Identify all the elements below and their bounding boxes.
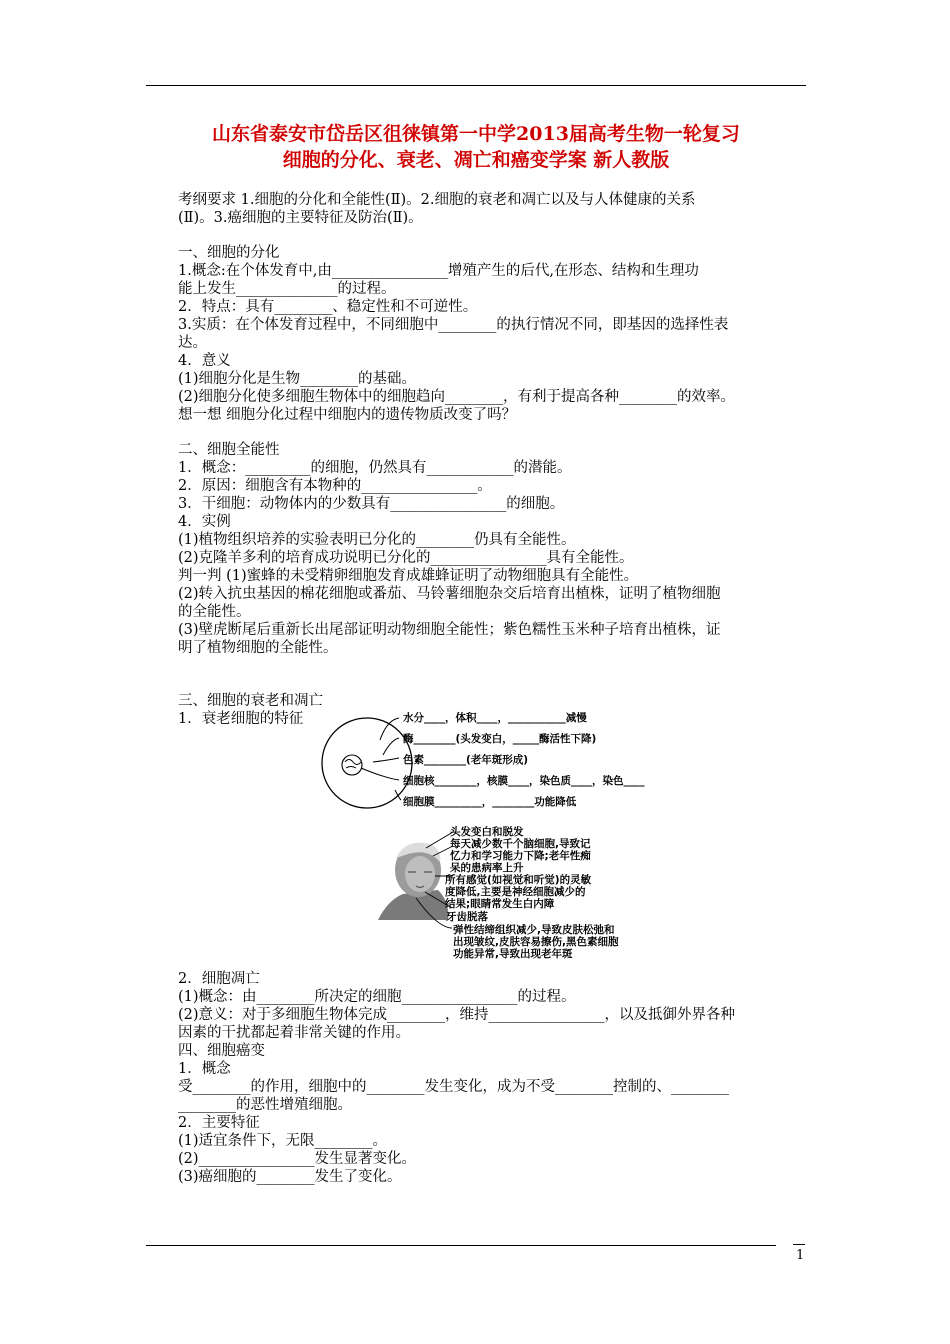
diagram-label: 细胞核________，核膜____，染色质____，染色____ [403,775,645,787]
text-line: ________的恶性增殖细胞。 [178,1097,352,1113]
text-line: 3.实质：在个体发育过程中，不同细胞中________的执行情况不同，即基因的选择性表 [178,317,729,333]
section-heading: 三、细胞的衰老和凋亡 [178,693,323,709]
aging-note: 结果;眼睛常发生白内障 [445,898,555,910]
text-line: 因素的干扰都起着非常关键的作用。 [178,1025,410,1041]
cell-nucleus [342,755,362,775]
text-line: (1)植物组织培养的实验表明已分化的________仍具有全能性。 [178,532,576,548]
section-heading: 二、细胞全能性 [178,442,280,458]
page-title: 山东省泰安市岱岳区徂徕镇第一中学2013届高考生物一轮复习 [212,123,740,145]
text-line: 能上发生______________的过程。 [178,281,396,297]
text-line: (2)转入抗虫基因的棉花细胞或番茄、马铃薯细胞杂交后培育出植株，证明了植物细胞 [178,586,721,602]
text-line: 想一想 细胞分化过程中细胞内的遗传物质改变了吗？ [178,407,517,423]
text-line: (3)癌细胞的________发生了变化。 [178,1169,402,1185]
aging-note: 度降低,主要是神经细胞减少的 [445,886,586,898]
text-line: 的全能性。 [178,604,251,620]
text-line: 2．原因：细胞含有本物种的________________。 [178,478,492,494]
aging-note: 所有感觉(如视觉和听觉)的灵敏 [445,874,592,886]
text-line: 3．干细胞：动物体内的少数具有________________的细胞。 [178,496,565,512]
text-line: 4．意义 [178,353,231,369]
cell-membrane [322,718,412,808]
page-subtitle: 细胞的分化、衰老、凋亡和癌变学案 新人教版 [282,149,670,171]
aging-note: 每天减少数千个脑细胞,导致记 [450,838,591,850]
page-number-rule [793,1244,805,1245]
outline-line: 考纲要求 1.细胞的分化和全能性(Ⅱ)。2.细胞的衰老和凋亡以及与人体健康的关系 [178,192,696,208]
text-line: (1)概念：由________所决定的细胞________________的过程。 [178,989,576,1005]
text-line: 2．细胞凋亡 [178,971,260,987]
aging-note: 忆力和学习能力下降;老年性痴 [450,850,591,862]
diagram-label: 色素________(老年斑形成) [403,754,529,766]
pointer-lines [361,718,401,800]
text-line: (1)适宜条件下，无限________。 [178,1133,388,1149]
text-line: (2)克隆羊多利的培育成功说明已分化的________________具有全能性。 [178,550,634,566]
text-line: 1.概念:在个体发育中,由________________增殖产生的后代,在形态、结构和生理功 [178,263,699,279]
text-line: 4．实例 [178,514,231,530]
text-line: 2．主要特征 [178,1115,260,1131]
aging-note: 牙齿脱落 [446,911,488,923]
aging-note: 出现皱纹,皮肤容易擦伤,黑色素细胞 [453,936,619,948]
section-heading: 四、细胞癌变 [178,1043,265,1059]
diagram-label: 水分____，体积____，___________减慢 [403,712,587,724]
diagram-label: 酶________(头发变白，_____酶活性下降) [403,733,597,745]
aging-note: 功能异常,导致出现老年斑 [453,948,573,960]
header-rule [146,85,806,86]
text-line: (2)细胞分化使多细胞生物体中的细胞趋向________，有利于提高各种________的效率。 [178,389,736,405]
text-line: (1)细胞分化是生物________的基础。 [178,371,417,387]
text-line: 1．衰老细胞的特征 [178,711,304,727]
text-line: 1．概念 [178,1061,231,1077]
text-line: 1．概念：_________的细胞，仍然具有____________的潜能。 [178,460,572,476]
text-line: (2)________________发生显著变化。 [178,1151,417,1167]
page-number: 1 [796,1248,805,1263]
chromatin [345,760,361,769]
text-line: 受________的作用，细胞中的________发生变化，成为不受________控制的、________ [178,1079,729,1095]
text-line: 达。 [178,335,207,351]
aging-note: 头发变白和脱发 [450,826,524,838]
text-line: 判一判 (1)蜜蜂的未受精卵细胞发育成雄蜂证明了动物细胞具有全能性。 [178,568,639,584]
aging-note: 呆的患病率上升 [450,862,524,874]
diagram-label: 细胞膜_________，________功能降低 [403,796,577,808]
section-heading: 一、细胞的分化 [178,245,280,261]
text-line: (3)壁虎断尾后重新长出尾部证明动物细胞全能性；紫色糯性玉米种子培育出植株，证 [178,622,721,638]
footer-rule [146,1245,776,1246]
text-line: (2)意义：对于多细胞生物体完成________，维持________________，以及抵御外界各种 [178,1007,736,1023]
aging-note: 弹性结缔组织减少,导致皮肤松弛和 [453,924,615,936]
text-line: 明了植物细胞的全能性。 [178,640,338,656]
outline-line: (Ⅱ)。3.癌细胞的主要特征及防治(Ⅱ)。 [178,210,423,226]
text-line: 2．特点：具有________、稳定性和不可逆性。 [178,299,478,315]
